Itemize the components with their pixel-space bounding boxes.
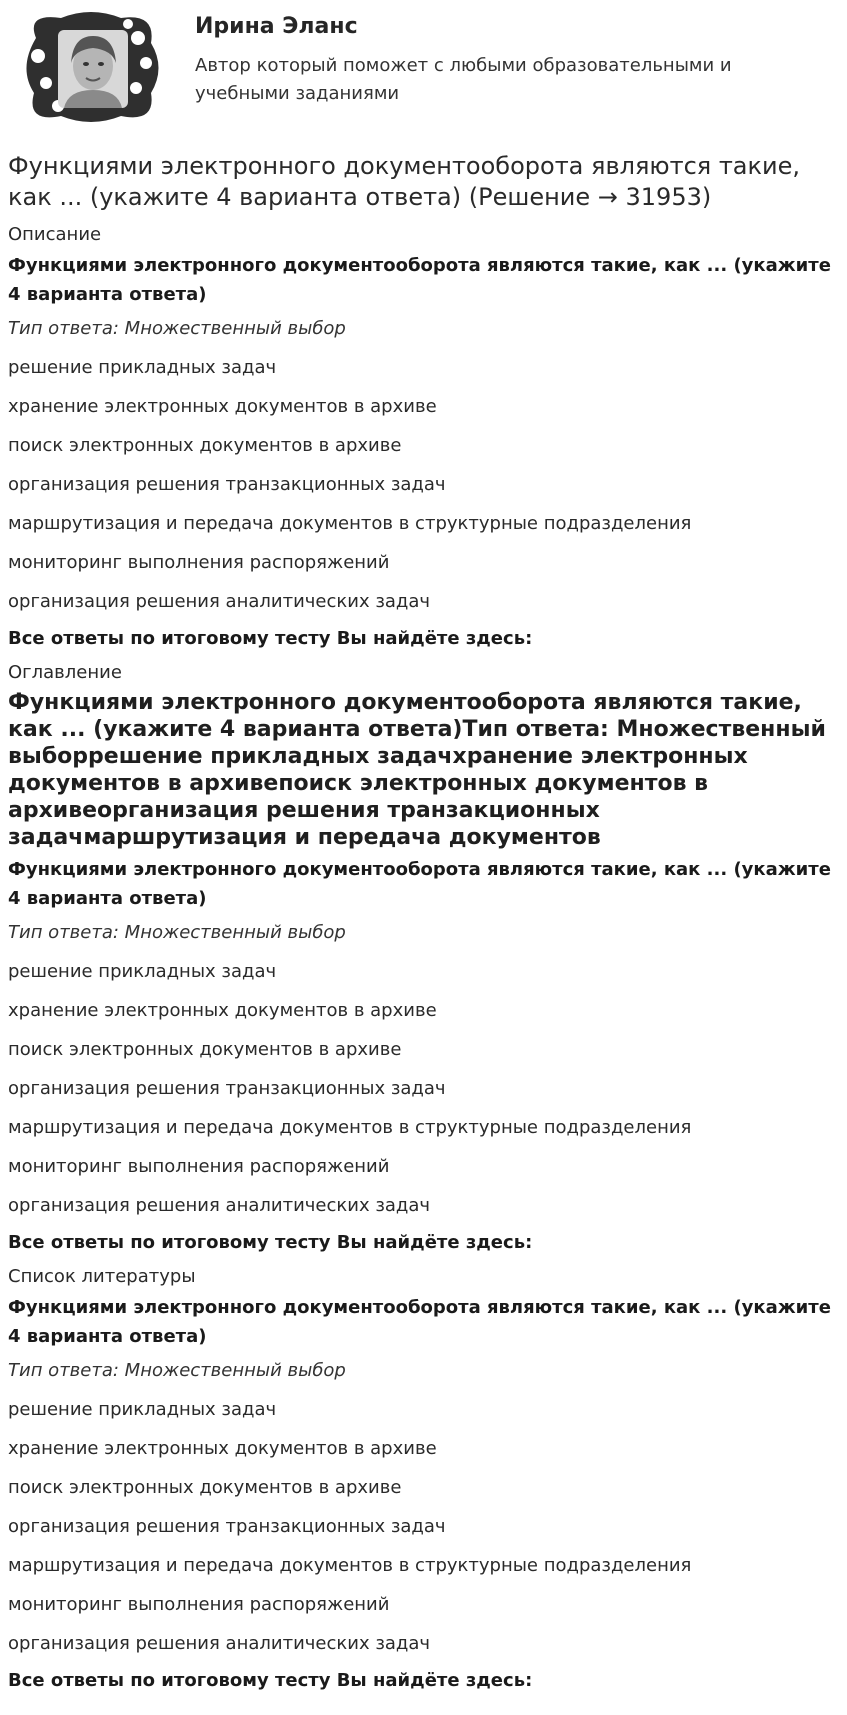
answer-type: Тип ответа: Множественный выбор	[8, 1360, 346, 1381]
answer-option: маршрутизация и передача документов в структурные подразделения	[8, 1555, 692, 1576]
answer-option: хранение электронных документов в архиве	[8, 396, 437, 417]
answer-option: решение прикладных задач	[8, 357, 277, 378]
answer-type: Тип ответа: Множественный выбор	[8, 922, 346, 943]
answer-option: поиск электронных документов в архиве	[8, 1477, 402, 1498]
answer-type: Тип ответа: Множественный выбор	[8, 318, 346, 339]
answer-option: хранение электронных документов в архиве	[8, 1438, 437, 1459]
answer-option: организация решения аналитических задач	[8, 1633, 431, 1654]
answer-option: поиск электронных документов в архиве	[8, 435, 402, 456]
question-text: Функциями электронного документооборота являются такие, как ... (укажите 4 варианта ответа)	[8, 1297, 831, 1347]
answer-option: мониторинг выполнения распоряжений	[8, 1156, 390, 1177]
toc-section	[8, 661, 839, 1255]
question-text: Функциями электронного документооборота являются такие, как ... (укажите 4 варианта ответа)	[8, 859, 831, 909]
author-description: Автор который поможет с любыми образовательными и учебными заданиями	[195, 55, 732, 104]
answer-option: маршрутизация и передача документов в структурные подразделения	[8, 513, 692, 534]
answer-option: мониторинг выполнения распоряжений	[8, 1594, 390, 1615]
answer-option: поиск электронных документов в архиве	[8, 1039, 402, 1060]
author-name[interactable]: Ирина Эланс	[195, 14, 358, 39]
answer-option: решение прикладных задач	[8, 1399, 277, 1420]
author-avatar-icon	[16, 8, 166, 128]
answer-option: мониторинг выполнения распоряжений	[8, 552, 390, 573]
literature-section	[8, 1265, 839, 1693]
answer-option: хранение электронных документов в архиве	[8, 1000, 437, 1021]
toc-summary: Функциями электронного документооборота являются такие, как ... (укажите 4 варианта ответа)Тип ответа: Множественный выборрешение прикладных задачхранение электронных документов в архивепоиск электронных документов в архивеорганизация решения транзакционных задачмаршрутизация и передача документов	[8, 690, 826, 850]
author-header	[8, 0, 839, 135]
section-heading: Список литературы	[8, 1266, 196, 1287]
all-answers-text: Все ответы по итоговому тесту Вы найдёте здесь:	[8, 1232, 533, 1253]
answer-option: организация решения транзакционных задач	[8, 1078, 446, 1099]
all-answers-text: Все ответы по итоговому тесту Вы найдёте здесь:	[8, 628, 533, 649]
answer-option: организация решения аналитических задач	[8, 591, 431, 612]
answer-option: маршрутизация и передача документов в структурные подразделения	[8, 1117, 692, 1138]
answer-option: организация решения транзакционных задач	[8, 1516, 446, 1537]
answer-option: решение прикладных задач	[8, 961, 277, 982]
section-heading: Описание	[8, 224, 102, 245]
author-avatar[interactable]	[16, 8, 166, 128]
answer-option: организация решения транзакционных задач	[8, 474, 446, 495]
answer-option: организация решения аналитических задач	[8, 1195, 431, 1216]
description-section	[8, 223, 839, 651]
section-heading: Оглавление	[8, 662, 122, 683]
all-answers-text: Все ответы по итоговому тесту Вы найдёте здесь:	[8, 1670, 533, 1691]
page-title: Функциями электронного документооборота являются такие, как ... (укажите 4 варианта ответа) (Решение → 31953)	[8, 152, 800, 211]
question-text: Функциями электронного документооборота являются такие, как ... (укажите 4 варианта ответа)	[8, 255, 831, 305]
